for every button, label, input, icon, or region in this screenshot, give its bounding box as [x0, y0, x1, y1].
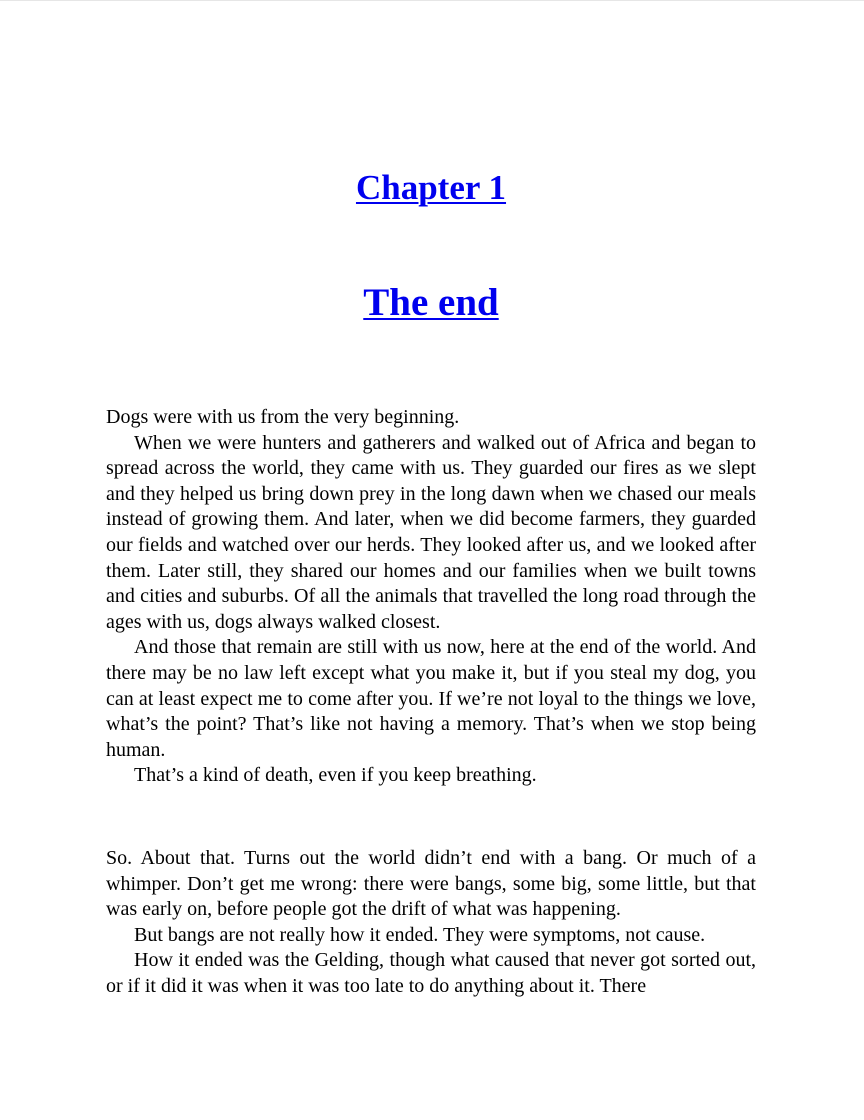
paragraph: That’s a kind of death, even if you keep breathing. [134, 764, 537, 787]
paragraph: Dogs were with us from the very beginning. [106, 406, 460, 428]
chapter-title-link[interactable]: The end [363, 281, 499, 324]
body-text-section-1 [106, 405, 756, 789]
chapter-heading [0, 170, 862, 205]
paragraph: When we were hunters and gatherers and walked out of Africa and began to spread across the world, they came with us. They guarded our fires as we slept and they helped us bring down prey in the long dawn when we chased our meals instead of growing them. And later, when we did become farmers, they guarded our fields and watched over our herds. They looked after us, and we looked after them. Later still, they shared our homes and our families when we built towns and cities and suburbs. Of all the animals that travelled the long road through the ages with us, dogs always walked closest. [106, 431, 756, 633]
chapter-number-link[interactable]: Chapter 1 [355, 168, 507, 207]
paragraph: But bangs are not really how it ended. They were symptoms, not cause. [134, 923, 706, 946]
body-text-section-2 [106, 846, 756, 1000]
page-top-border [0, 0, 864, 1]
paragraph: So. About that. Turns out the world didn’t end with a bang. Or much of a whimper. Don’t get me wrong: there were bangs, some big, some little, but that was early on, before people got the drift of what was happening. [106, 847, 756, 921]
paragraph: And those that remain are still with us now, here at the end of the world. And there may be no law left except what you make it, but if you steal my dog, you can at least expect me to come after you. If we’re not loyal to the things we love, what’s the point? That’s like not having a memory. That’s when we stop being human. [106, 636, 756, 761]
paragraph: How it ended was the Gelding, though what caused that never got sorted out, or if it did it was when it was too late to do anything about it. There [106, 949, 756, 997]
chapter-title-heading [0, 283, 862, 322]
